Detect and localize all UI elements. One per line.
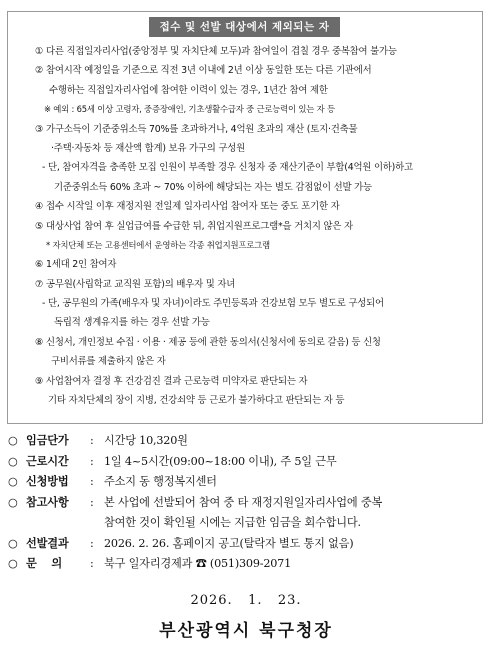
exclusion-item-2-cont: 수행하는 직접일자리사업에 참여한 이력이 있는 경우, 1년간 참여 제한 <box>49 84 328 96</box>
apply-value: 주소지 동 행정복지센터 <box>104 475 217 488</box>
note-label: 참고사항 <box>26 495 69 509</box>
wage-value: 시간당 10,320원 <box>104 434 188 447</box>
colon: : <box>90 557 94 570</box>
exclusion-item-5-note: * 자치단체 또는 고용센터에서 운영하는 각종 취업지원프로그램 <box>46 239 270 250</box>
contact-value: 북구 일자리경제과 ☎ (051)309-2071 <box>104 557 292 570</box>
bullet: ○ <box>8 454 18 468</box>
issuer-signature: 부산광역시 북구청장 <box>159 621 333 641</box>
colon: : <box>90 434 94 447</box>
exclusion-item-3-note: - 단, 참여자격을 충족한 모집 인원이 부족할 경우 신청자 중 재산기준이 부합(4억원 이하)하고 <box>42 162 413 174</box>
exclusion-item-9: ⑨ 사업참여자 결정 후 건강검진 결과 근로능력 미약자로 판단되는 자 <box>35 375 308 387</box>
colon: : <box>90 475 94 488</box>
note-value: 본 사업에 선발되어 참여 중 타 재정지원일자리사업에 중복 <box>104 495 383 509</box>
exclusion-item-3-note-cont: 기준중위소득 60% 초과 ~ 70% 이하에 해당되는 자는 별도 감점없이 선발 가능 <box>54 181 372 193</box>
apply-label: 신청방법 <box>26 475 69 488</box>
info-row-hours <box>8 452 488 473</box>
hours-value: 1일 4~5시간(09:00~18:00 이내), 주 5일 근무 <box>104 454 337 468</box>
exclusion-list <box>32 42 477 410</box>
contact-label: 문 의 <box>26 557 62 570</box>
exclusion-item-9-cont: 기타 자치단체의 장이 지병, 건강쇠약 등 근로가 불가하다고 판단되는 자 등 <box>48 395 345 407</box>
exclusion-item-7: ⑦ 공무원(사립학교 교직원 포함)의 배우자 및 자녀 <box>35 278 236 290</box>
exclusion-item-8-cont: 구비서류를 제출하지 않은 자 <box>51 356 166 368</box>
info-row-result <box>8 534 488 555</box>
exclusion-box-title: 접수 및 선발 대상에서 제외되는 자 <box>149 17 340 37</box>
exclusion-item-7-note-cont: 독립적 생계유지를 하는 경우 선발 가능 <box>54 317 210 329</box>
exclusion-item-2-exception: ※ 예외 : 65세 이상 고령자, 중증장애인, 기초생활수급자 중 근로능력이 있는 자 등 <box>44 104 335 115</box>
bullet: ○ <box>8 495 18 509</box>
exclusion-item-1: ① 다른 직접일자리사업(중앙정부 및 자치단체 모두)과 참여일이 겹칠 경우 중복참여 불가능 <box>35 46 397 57</box>
bullet: ○ <box>8 557 18 570</box>
wage-label: 임금단가 <box>26 434 69 447</box>
result-label: 선발결과 <box>26 536 69 550</box>
exclusion-item-3: ③ 가구소득이 기준중위소득 70%를 초과하거나, 4억원 초과의 재산 (토지·건축물 <box>35 123 358 135</box>
colon: : <box>90 454 94 468</box>
exclusion-item-5: ⑤ 대상사업 참여 후 실업급여를 수급한 뒤, 취업지원프로그램*을 거치지 않은 자 <box>35 220 353 232</box>
exclusion-item-2: ② 참여시작 예정일을 기준으로 직전 3년 이내에 2년 이상 동일한 또는 다른 기관에서 <box>35 65 372 77</box>
exclusion-item-7-note: - 단, 공무원의 가족(배우자 및 자녀)이라도 주민등록과 건강보험 모두 별도로 구성되어 <box>42 298 384 310</box>
result-value: 2026. 2. 26. 홈페이지 공고(탈락자 별도 통지 없음) <box>104 536 354 550</box>
note-value-cont: 참여한 것이 확인될 시에는 지급한 임금을 회수합니다. <box>104 516 361 529</box>
bullet: ○ <box>8 475 18 488</box>
info-row-contact <box>8 554 488 575</box>
exclusion-item-4: ④ 접수 시작일 이후 재정지원 전일제 일자리사업 참여자 또는 중도 포기한 자 <box>35 201 340 213</box>
exclusion-item-8: ⑧ 신청서, 개인정보 수집 · 이용 · 제공 등에 관한 동의서(신청서에 동의로 갈음) 등 신청 <box>35 336 381 348</box>
exclusion-item-3-cont: ·주택·자동차 등 재산액 합계) 보유 가구의 구성원 <box>51 142 245 154</box>
recruitment-info <box>8 431 488 575</box>
exclusion-item-6: ⑥ 1세대 2인 참여자 <box>35 259 117 271</box>
bullet: ○ <box>8 434 18 447</box>
info-row-note <box>8 493 488 514</box>
info-row-apply <box>8 472 488 493</box>
bullet: ○ <box>8 536 18 550</box>
info-row-wage <box>8 431 488 452</box>
colon: : <box>90 495 94 509</box>
announcement-date: 2026. 1. 23. <box>190 593 302 608</box>
hours-label: 근로시간 <box>26 454 69 468</box>
colon: : <box>90 536 94 550</box>
